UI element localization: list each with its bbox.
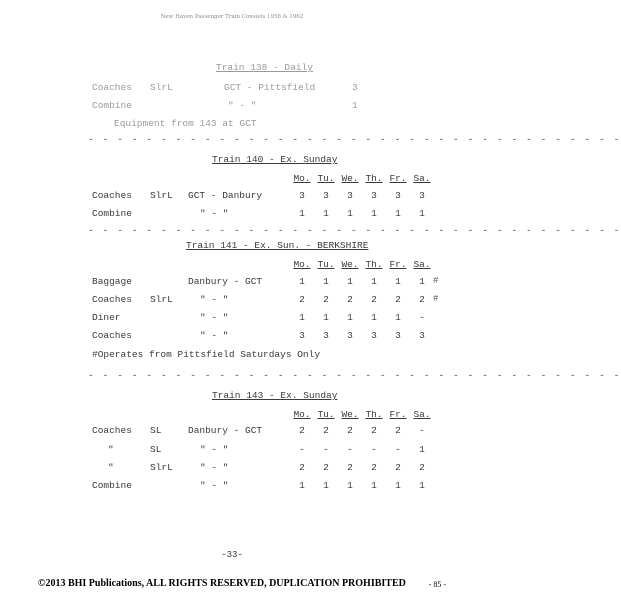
car-class: SlrL — [150, 294, 173, 305]
car-type: Diner — [92, 312, 121, 323]
car-class: SlrL — [150, 462, 173, 473]
car-counts: 3 3 3 3 3 3 — [299, 190, 425, 201]
car-class: SL — [150, 425, 162, 436]
section-divider: - - - - - - - - - - - - - - - - - - - - - - - - - - - - - - - - - - - - - — [88, 134, 621, 145]
car-type: Coaches — [92, 425, 132, 436]
car-counts: 1 1 1 1 1 1 — [299, 208, 425, 219]
car-type: Combine — [92, 208, 132, 219]
car-route: " - " — [228, 100, 257, 111]
train-title: Train 138 - Daily — [216, 62, 313, 73]
car-type: Coaches — [92, 82, 132, 93]
car-route: GCT - Pittsfield — [224, 82, 316, 93]
car-route: " - " — [200, 462, 229, 473]
car-counts: 2 2 2 2 2 2 — [299, 294, 425, 305]
car-type: " — [108, 462, 114, 473]
car-counts: 1 1 1 1 1 1 — [299, 480, 425, 491]
car-type: " — [108, 444, 114, 455]
running-header: New Haven Passenger Train Consists 1958 & 1962 — [160, 14, 304, 20]
car-type: Coaches — [92, 294, 132, 305]
car-class: SlrL — [150, 82, 173, 93]
day-header: Mo. Tu. We. Th. Fr. Sa. — [293, 173, 431, 184]
car-type: Baggage — [92, 276, 132, 287]
car-count: 1 — [352, 100, 358, 111]
section-divider: - - - - - - - - - - - - - - - - - - - - - - - - - - - - - - - - - - - - - — [88, 370, 621, 381]
train-note: Equipment from 143 at GCT — [114, 118, 257, 129]
car-counts: 2 2 2 2 2 2 — [299, 462, 425, 473]
footnote-mark: # — [433, 294, 439, 304]
section-divider: - - - - - - - - - - - - - - - - - - - - - - - - - - - - - - - - - - - - - — [88, 225, 621, 236]
train-title: Train 140 - Ex. Sunday — [212, 154, 338, 165]
train-title: Train 141 - Ex. Sun. - BERKSHIRE — [186, 240, 369, 251]
copyright-text: ©2013 BHI Publications, ALL RIGHTS RESERVED, DUPLICATION PROHIBITED — [38, 578, 406, 589]
car-type: Combine — [92, 480, 132, 491]
car-count: 3 — [352, 82, 358, 93]
car-type: Combine — [92, 100, 132, 111]
car-route: " - " — [200, 294, 229, 305]
day-header: Mo. Tu. We. Th. Fr. Sa. — [293, 409, 431, 420]
day-header: Mo. Tu. We. Th. Fr. Sa. — [293, 259, 431, 270]
page-number: -33- — [221, 550, 243, 560]
car-class: SL — [150, 444, 162, 455]
footnote-mark: # — [433, 276, 439, 286]
car-route: " - " — [200, 444, 229, 455]
car-counts: 1 1 1 1 1 - — [299, 312, 425, 323]
car-counts: - - - - - 1 — [299, 444, 425, 455]
car-route: Danbury - GCT — [188, 276, 263, 287]
car-route: " - " — [200, 208, 229, 219]
car-counts: 3 3 3 3 3 3 — [299, 330, 425, 341]
car-route: " - " — [200, 312, 229, 323]
footer-page-number: - 85 - — [428, 580, 446, 589]
car-route: " - " — [200, 330, 229, 341]
car-route: GCT - Danbury — [188, 190, 263, 201]
car-type: Coaches — [92, 330, 132, 341]
train-title: Train 143 - Ex. Sunday — [212, 390, 338, 401]
car-route: Danbury - GCT — [188, 425, 263, 436]
car-counts: 1 1 1 1 1 1 — [299, 276, 425, 287]
car-counts: 2 2 2 2 2 - — [299, 425, 425, 436]
car-type: Coaches — [92, 190, 132, 201]
train-note: #Operates from Pittsfield Saturdays Only — [92, 349, 321, 360]
car-class: SlrL — [150, 190, 173, 201]
car-route: " - " — [200, 480, 229, 491]
